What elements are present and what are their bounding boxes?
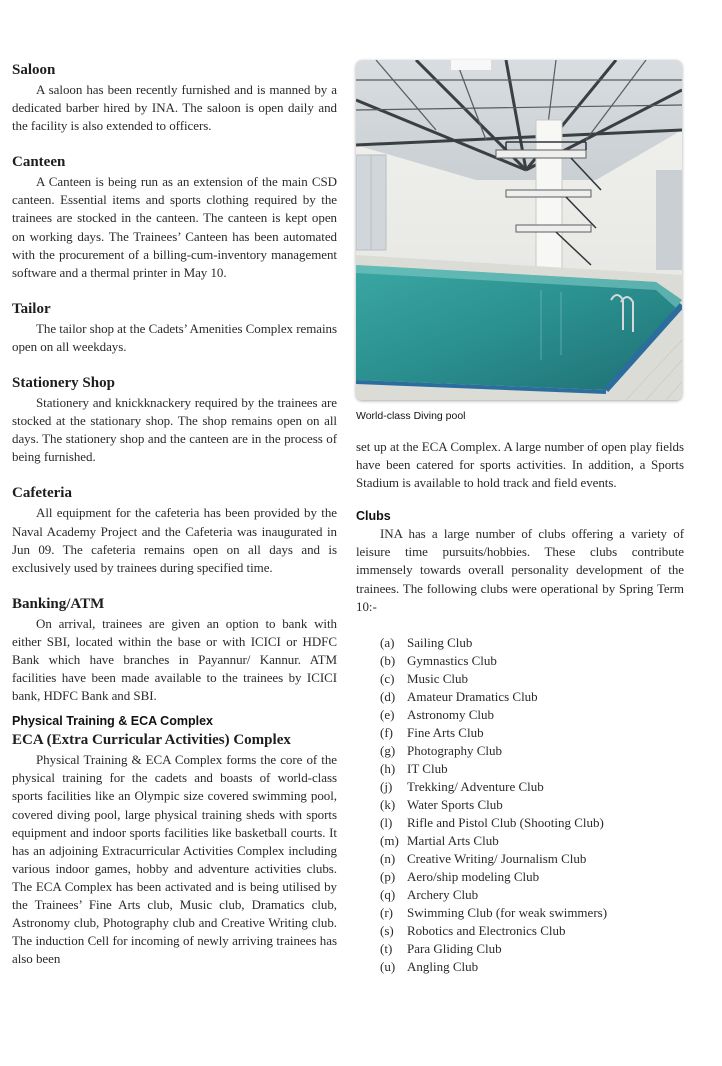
club-name: Photography Club (407, 742, 502, 758)
list-item (380, 634, 684, 652)
tailor-heading: Tailor (12, 300, 51, 317)
continued-text: set up at the ECA Complex. A large number of open play fields have been catered for sports activities. In addition, a Sports Stadium is available to hold track and field events. (356, 439, 684, 491)
clubs-intro: INA has a large number of clubs offering a variety of leisure time pursuits/hobbies. These clubs contribute immensely towards overall personality development of the trainees. The following clubs were operational by Spring Term 10:- (356, 526, 684, 614)
list-item (380, 886, 684, 904)
list-item (380, 904, 684, 922)
club-key: (g) (380, 742, 396, 758)
canteen-heading: Canteen (12, 154, 66, 171)
banking-text: On arrival, trainees are given an option to bank with either SBI, located within the base or with ICICI or HDFC Bank which have branches in Payannur/ Kannur. ATM facilities have been made available to the trainees by ICICI bank, HDFC Bank and SBI. (12, 615, 337, 704)
club-name: IT Club (407, 760, 448, 776)
club-key: (d) (380, 688, 396, 704)
eca-subheading: ECA (Extra Curricular Activities) Complex (12, 732, 291, 749)
club-name: Fine Arts Club (407, 724, 484, 740)
banking-heading: Banking/ATM (12, 595, 105, 612)
club-key: (e) (380, 706, 395, 722)
pt-heading: Physical Training & ECA Complex (12, 714, 213, 729)
club-key: (a) (380, 634, 395, 650)
list-item (380, 760, 684, 778)
list-item (380, 724, 684, 742)
right-column (356, 60, 684, 976)
club-name: Rifle and Pistol Club (Shooting Club) (407, 814, 604, 830)
club-name: Sailing Club (407, 634, 473, 650)
stationery-text: Stationery and knickknackery required by the trainees are stocked at the stationary shop. The shop remains open on all days. The stationery shop and the canteen are in the process of being furnished. (12, 395, 337, 465)
banking-section (12, 594, 337, 705)
list-item (380, 670, 684, 688)
diving-pool-photo (356, 60, 682, 400)
list-item (380, 742, 684, 760)
saloon-text: A saloon has been recently furnished and is manned by a dedicated barber hired by INA. The saloon is open daily and the facility is also extended to officers. (12, 82, 337, 134)
club-name: Swimming Club (for weak swimmers) (407, 904, 608, 920)
pt-section (12, 713, 337, 968)
club-key: (s) (380, 922, 394, 938)
club-name: Robotics and Electronics Club (407, 922, 566, 938)
club-name: Gymnastics Club (407, 652, 497, 668)
club-key: (t) (380, 940, 393, 956)
club-key: (u) (380, 958, 396, 974)
list-item (380, 688, 684, 706)
photo-caption: World-class Diving pool (356, 410, 466, 422)
club-key: (m) (380, 832, 399, 848)
club-name: Angling Club (407, 958, 479, 974)
canteen-text: A Canteen is being run as an extension of the main CSD canteen. Essential items and sports clothing required by the trainees are stocked in the canteen. The canteen is kept open on working days. The Trainees’ Canteen has been automated with the procurement of a billing-cum-inventory management software and a thermal printer in May 10. (12, 174, 337, 280)
list-item (380, 922, 684, 940)
left-column (12, 60, 337, 968)
list-item (380, 796, 684, 814)
saloon-heading: Saloon (12, 62, 56, 78)
club-name: Amateur Dramatics Club (407, 688, 538, 704)
club-key: (f) (380, 724, 393, 740)
list-item (380, 850, 684, 868)
list-item (380, 868, 684, 886)
list-item (380, 706, 684, 724)
tailor-text: The tailor shop at the Cadets’ Amenities Complex remains open on all weekdays. (12, 320, 337, 354)
clubs-section (356, 508, 684, 975)
list-item (380, 652, 684, 670)
cafeteria-text: All equipment for the cafeteria has been provided by the Naval Academy Project and the Cafeteria was inaugurated in Jun 09. The cafeteria remains open on all days and is exclusively used by trainees during specified time. (12, 505, 337, 575)
list-item (380, 940, 684, 958)
clubs-list (356, 634, 684, 976)
club-name: Para Gliding Club (407, 940, 502, 956)
canteen-section (12, 152, 337, 282)
tailor-section (12, 299, 337, 356)
club-key: (r) (380, 904, 393, 920)
club-key: (h) (380, 760, 396, 776)
club-name: Trekking/ Adventure Club (407, 778, 544, 794)
pt-text: Physical Training & ECA Complex forms the core of the physical training for the cadets and boasts of world-class sports facilities like an Olympic size covered swimming pool, covered diving pool, large physical training sheds with sports equipment and indoor sports facilities like basketball courts. It has an adjoining Extracurricular Activities Complex including various indoor games, hobby and adventure activities clubs. The ECA Complex has been activated and is being utilised by the Trainees’ Fine Arts club, Music club, Dramatics club, Astronomy club, Photography club and Creative Writing club. The induction Cell for incoming of newly arriving trainees has also been (12, 752, 337, 967)
club-key: (q) (380, 886, 396, 902)
list-item (380, 958, 684, 976)
club-name: Water Sports Club (407, 796, 503, 812)
club-key: (b) (380, 652, 396, 668)
list-item (380, 814, 684, 832)
club-name: Archery Club (407, 886, 479, 902)
club-key: (j) (380, 778, 393, 794)
club-key: (k) (380, 796, 396, 812)
stationery-section (12, 373, 337, 466)
club-name: Aero/ship modeling Club (407, 868, 540, 884)
club-name: Astronomy Club (407, 706, 495, 722)
clubs-heading: Clubs (356, 509, 391, 524)
cafeteria-section (12, 483, 337, 576)
saloon-section (12, 60, 337, 135)
club-key: (p) (380, 868, 396, 884)
club-name: Martial Arts Club (407, 832, 499, 848)
club-key: (n) (380, 850, 396, 866)
club-name: Music Club (407, 670, 469, 686)
club-key: (l) (380, 814, 393, 830)
cafeteria-heading: Cafeteria (12, 485, 72, 502)
club-key: (c) (380, 670, 395, 686)
list-item (380, 832, 684, 850)
club-name: Creative Writing/ Journalism Club (407, 850, 587, 866)
list-item (380, 778, 684, 796)
stationery-heading: Stationery Shop (12, 375, 115, 392)
